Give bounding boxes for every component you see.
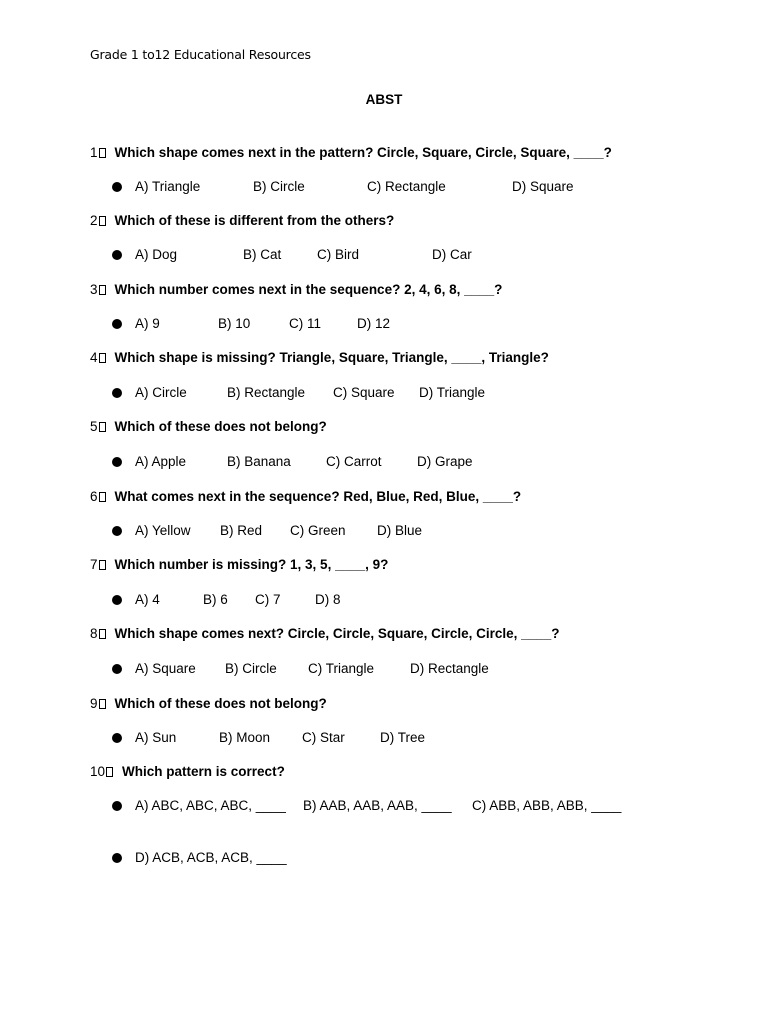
- question-text: Which of these is different from the others?: [114, 213, 395, 228]
- checkbox-glyph-icon: [99, 699, 106, 709]
- bullet-icon: [112, 664, 122, 674]
- option-a: A) Sun: [135, 730, 177, 745]
- option-c: C) ABB, ABB, ABB, ____: [472, 798, 622, 813]
- option-b: B) 6: [203, 592, 228, 607]
- question-5: [90, 419, 327, 434]
- option-c: C) 11: [289, 316, 322, 331]
- question-number: 10: [90, 764, 106, 779]
- option-a: A) Square: [135, 661, 196, 676]
- option-c: C) Triangle: [308, 661, 375, 676]
- question-text: Which shape comes next? Circle, Circle, Square, Circle, Circle, ____?: [114, 626, 560, 641]
- question-6: [90, 489, 521, 504]
- bullet-icon: [112, 319, 122, 329]
- question-text: Which number comes next in the sequence? 2, 4, 6, 8, ____?: [114, 282, 503, 297]
- checkbox-glyph-icon: [99, 492, 106, 502]
- option-a: A) Triangle: [135, 179, 201, 194]
- option-a: A) Apple: [135, 454, 187, 469]
- option-a: A) Dog: [135, 247, 178, 262]
- bullet-icon: [112, 388, 122, 398]
- question-3: [90, 282, 502, 297]
- bullet-icon: [112, 733, 122, 743]
- option-c: C) Square: [333, 385, 395, 400]
- question-7: [90, 557, 388, 572]
- question-number: 2: [90, 213, 98, 228]
- option-c: C) Carrot: [326, 454, 382, 469]
- question-9: [90, 696, 327, 711]
- question-text: Which shape is missing? Triangle, Square, Triangle, ____, Triangle?: [114, 350, 549, 365]
- bullet-icon: [112, 853, 122, 863]
- question-text: Which number is missing? 1, 3, 5, ____, 9?: [114, 557, 389, 572]
- bullet-icon: [112, 526, 122, 536]
- question-text: Which of these does not belong?: [114, 696, 327, 711]
- page-header: Grade 1 to12 Educational Resources: [90, 47, 311, 62]
- question-number: 6: [90, 489, 98, 504]
- option-b: B) Red: [220, 523, 263, 538]
- option-b: B) Cat: [243, 247, 282, 262]
- checkbox-glyph-icon: [106, 767, 113, 777]
- option-c: C) Bird: [317, 247, 360, 262]
- option-d: D) Triangle: [419, 385, 486, 400]
- option-d: D) Grape: [417, 454, 473, 469]
- option-a: A) Circle: [135, 385, 187, 400]
- checkbox-glyph-icon: [99, 216, 106, 226]
- option-d: D) Rectangle: [410, 661, 489, 676]
- question-text: What comes next in the sequence? Red, Blue, Red, Blue, ____?: [114, 489, 522, 504]
- question-number: 8: [90, 626, 98, 641]
- question-number: 1: [90, 145, 98, 160]
- checkbox-glyph-icon: [99, 148, 106, 158]
- option-d: D) 12: [357, 316, 391, 331]
- bullet-icon: [112, 182, 122, 192]
- option-d: D) Blue: [377, 523, 423, 538]
- page-title: ABST: [365, 92, 403, 107]
- question-2: [90, 213, 394, 228]
- option-a: A) 9: [135, 316, 160, 331]
- question-text: Which pattern is correct?: [122, 764, 285, 779]
- option-d: D) ACB, ACB, ACB, ____: [135, 850, 287, 865]
- option-a: A) 4: [135, 592, 160, 607]
- option-c: C) Green: [290, 523, 346, 538]
- question-text: Which of these does not belong?: [114, 419, 327, 434]
- option-b: B) Circle: [253, 179, 305, 194]
- checkbox-glyph-icon: [99, 285, 106, 295]
- checkbox-glyph-icon: [99, 422, 106, 432]
- question-number: 5: [90, 419, 98, 434]
- option-b: B) Banana: [227, 454, 291, 469]
- question-number: 9: [90, 696, 98, 711]
- option-c: C) Rectangle: [367, 179, 446, 194]
- option-a: A) ABC, ABC, ABC, ____: [135, 798, 286, 813]
- question-10: [90, 764, 285, 779]
- question-number: 4: [90, 350, 98, 365]
- option-a: A) Yellow: [135, 523, 191, 538]
- option-b: B) 10: [218, 316, 251, 331]
- checkbox-glyph-icon: [99, 353, 106, 363]
- question-8: [90, 626, 559, 641]
- bullet-icon: [112, 595, 122, 605]
- option-b: B) AAB, AAB, AAB, ____: [303, 798, 452, 813]
- checkbox-glyph-icon: [99, 629, 106, 639]
- option-d: D) 8: [315, 592, 341, 607]
- option-d: D) Tree: [380, 730, 426, 745]
- option-c: C) 7: [255, 592, 281, 607]
- question-text: Which shape comes next in the pattern? Circle, Square, Circle, Square, ____?: [114, 145, 612, 160]
- option-b: B) Circle: [225, 661, 277, 676]
- question-1: [90, 145, 612, 160]
- checkbox-glyph-icon: [99, 560, 106, 570]
- option-b: B) Moon: [219, 730, 271, 745]
- bullet-icon: [112, 457, 122, 467]
- option-b: B) Rectangle: [227, 385, 306, 400]
- option-c: C) Star: [302, 730, 345, 745]
- option-d: D) Car: [432, 247, 472, 262]
- question-number: 7: [90, 557, 98, 572]
- bullet-icon: [112, 250, 122, 260]
- bullet-icon: [112, 801, 122, 811]
- question-number: 3: [90, 282, 98, 297]
- option-d: D) Square: [512, 179, 574, 194]
- question-4: [90, 350, 549, 365]
